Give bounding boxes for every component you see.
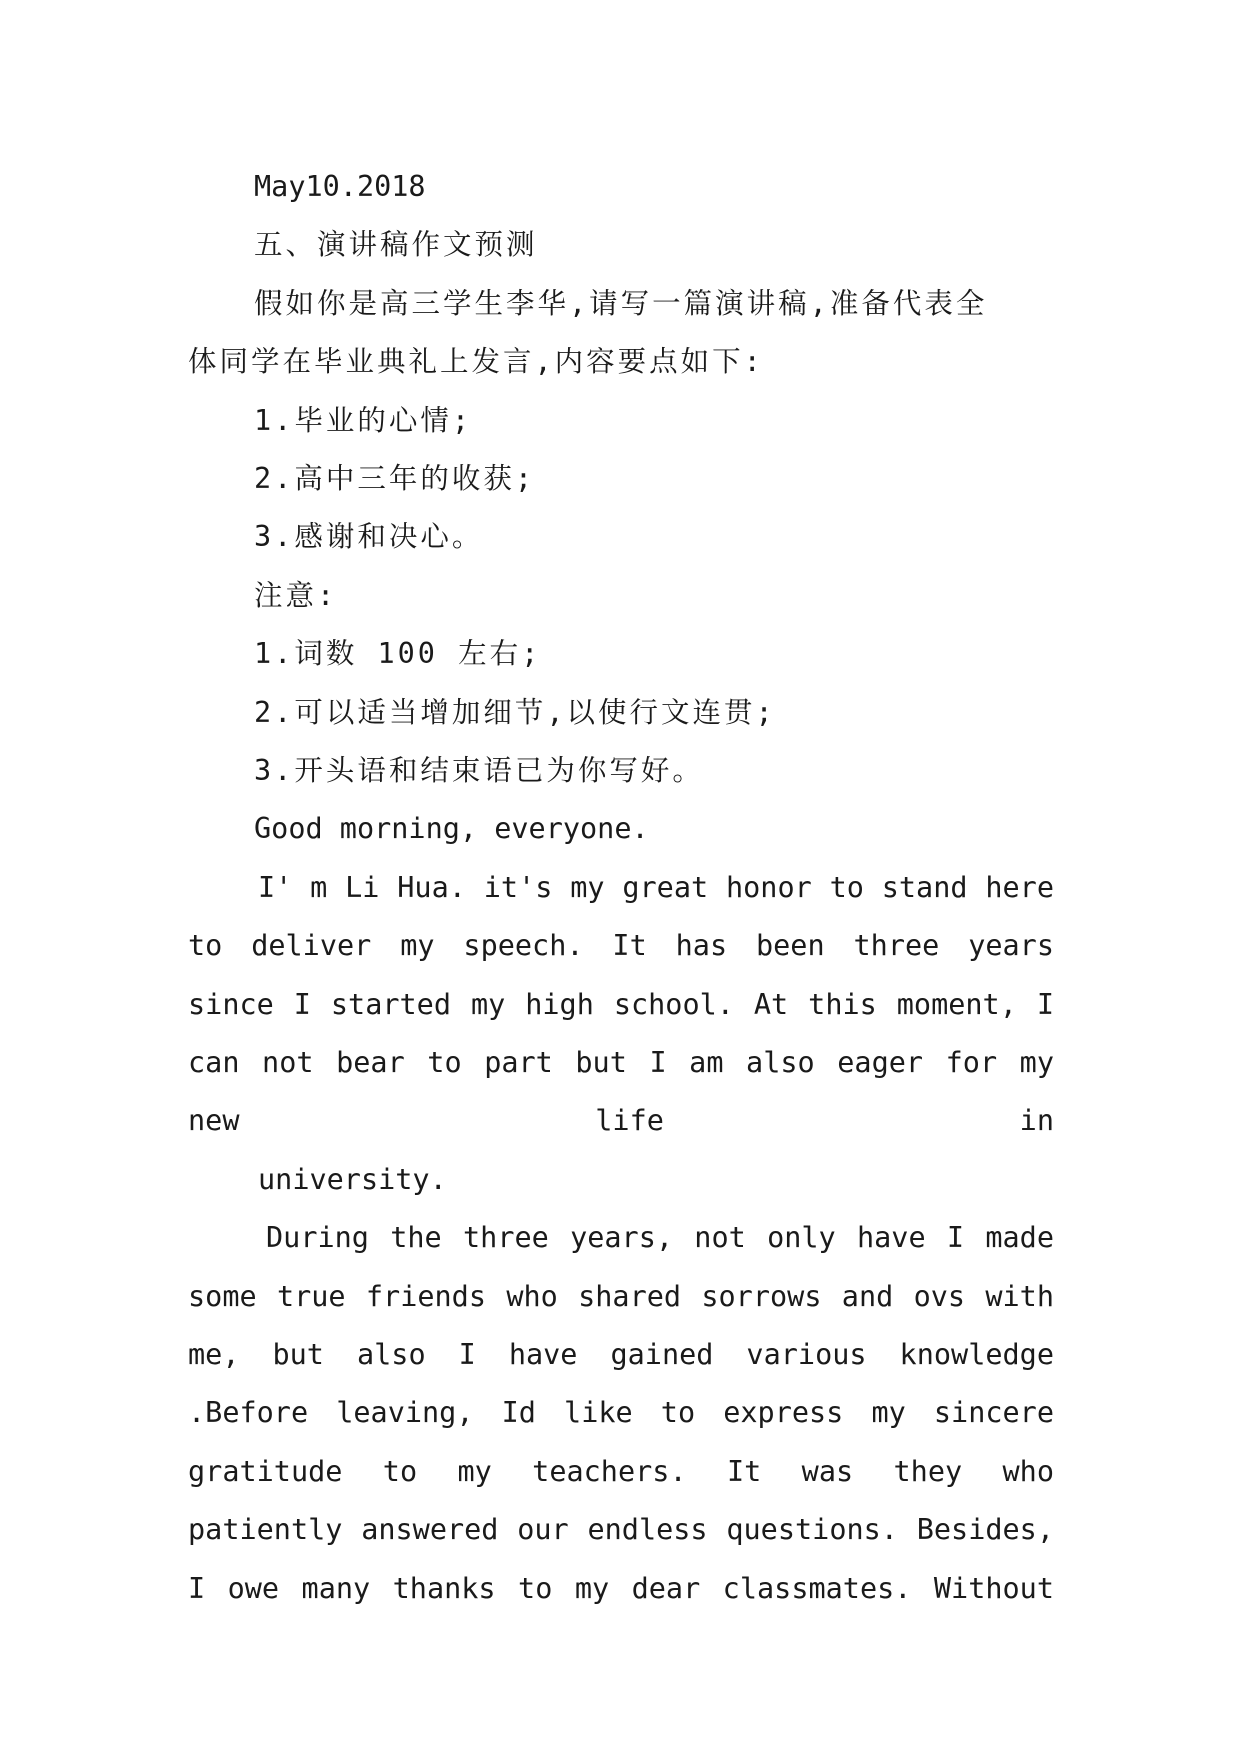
- date-line: May10.2018: [254, 170, 426, 203]
- speech-paragraph: During the three years, not only have I made some true friends who shared sorrows and ovs with me, but also I have gained various knowledge .Before leaving, Id like to express my sincere gratitude to my teachers. It was they who patiently answered our endless questions. Besides, I owe many thanks to my dear classmates. Without: [188, 1221, 1054, 1605]
- paragraph-text: I' m Li Hua. it's my great honor to stand here to deliver my speech. It has been three years since I started my high school. At this moment, I can not bear to part but I am also eager for my new life in: [188, 870, 1054, 1138]
- note-item: 3.开头语和结束语已为你写好。: [254, 753, 704, 787]
- point-item: 1.毕业的心情;: [254, 403, 472, 437]
- greeting-line: Good morning, everyone.: [254, 812, 649, 846]
- prompt-line-continued: 体同学在毕业典礼上发言,内容要点如下:: [188, 345, 764, 379]
- prompt-line: 假如你是高三学生李华,请写一篇演讲稿,准备代表全: [254, 286, 988, 320]
- note-item: 2.可以适当增加细节,以使行文连贯;: [254, 695, 776, 729]
- note-item: 1.词数 100 左右;: [254, 637, 542, 671]
- section-heading: 五、演讲稿作文预测: [254, 228, 538, 262]
- point-item: 2.高中三年的收获;: [254, 461, 535, 495]
- document-body: [188, 158, 1054, 1618]
- speech-paragraph: [188, 859, 1054, 1209]
- point-item: 3.感谢和决心。: [254, 520, 484, 554]
- notes-heading: 注意:: [254, 578, 338, 612]
- paragraph-last-line: university.: [258, 1162, 447, 1196]
